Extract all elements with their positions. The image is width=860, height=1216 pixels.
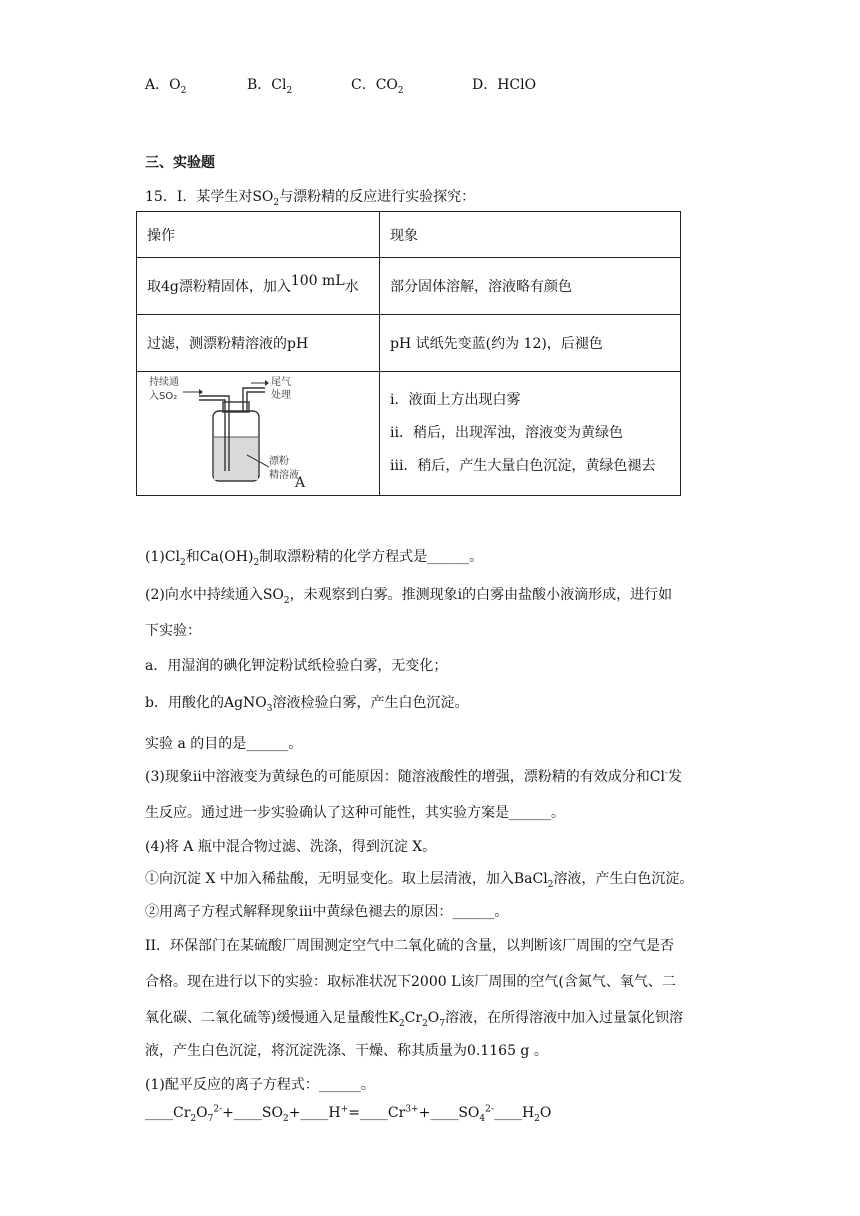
- experiment-a-purpose: 实验 a 的目的是______。: [145, 736, 303, 752]
- option-b: B．$Cl_2$: [247, 77, 293, 96]
- phenomenon-iii: iii．稍后，产生大量白色沉淀，黄绿色褪去: [390, 458, 656, 474]
- blank-4: ____: [359, 1105, 388, 1121]
- experiment-b: b．用酸化的AgNO$_3$溶液检验白雾，产生白色沉淀。: [145, 695, 469, 714]
- part-2-line-1: II．环保部门在某硫酸厂周围测定空气中二氧化硫的含量，以判断该厂周围的空气是否: [145, 938, 675, 954]
- table-row: [137, 372, 681, 496]
- question-15-intro: 15．I．某学生对$SO_2$与漂粉精的反应进行实验探究：: [145, 189, 476, 208]
- subquestion-4: (4)将 A 瓶中混合物过滤、洗涤，得到沉淀 X。: [145, 839, 437, 855]
- phenomenon-i: i．液面上方出现白雾: [390, 392, 521, 408]
- header-phenomenon: 现象: [380, 212, 681, 258]
- apparatus-cell: [137, 372, 380, 496]
- subquestion-2: (2)向水中持续通入$SO_2$，未观察到白雾。推测现象i的白雾由盐酸小液滴形成，进行如: [145, 587, 673, 606]
- subquestion-4-2: ②用离子方程式解释现象iii中黄绿色褪去的原因：______。: [145, 904, 509, 920]
- table-row: [137, 258, 681, 315]
- option-a: A．$O_2$: [145, 77, 187, 96]
- part-2-line-3: 氧化碳、二氧化硫等)缓慢通入足量酸性$K_2Cr_2O_7$溶液，在所得溶液中加入过量氯化钡溶: [145, 1010, 684, 1029]
- option-c: C．$CO_2$: [351, 77, 404, 96]
- subquestion-1: $(1)Cl_2$和$Ca(OH)_2$制取漂粉精的化学方程式是______。: [145, 549, 484, 568]
- solution-label-2: 精溶液: [269, 469, 299, 481]
- blank-6: ____: [493, 1105, 522, 1121]
- answer-options: [145, 74, 745, 94]
- solution-label-1: 漂粉: [269, 455, 289, 467]
- option-d: D．HClO: [472, 77, 537, 93]
- row2-phenomenon: pH 试纸先变蓝(约为 12)，后褪色: [380, 315, 681, 372]
- blank-3: ____: [300, 1105, 329, 1121]
- blank-1: ____: [145, 1105, 173, 1121]
- table-header-row: [137, 212, 681, 258]
- part-2-question-1: (1)配平反应的离子方程式：______。: [145, 1077, 375, 1093]
- gas-washing-bottle-diagram: [147, 375, 307, 493]
- outlet-label-1: 尾气: [271, 376, 291, 388]
- outlet-label-2: 处理: [271, 389, 291, 401]
- row1-phenomenon: 部分固体溶解，溶液略有颜色: [380, 258, 681, 315]
- subquestion-3: (3)现象ii中溶液变为黄绿色的可能原因：随溶液酸性的增强，漂粉精的有效成分和Cl-发: [145, 768, 683, 785]
- part-2-line-4: 液，产生白色沉淀，将沉淀洗涤、干燥、称其质量为0.1165 g 。: [145, 1043, 548, 1059]
- section-heading: 三、实验题: [145, 155, 215, 171]
- row1-operation: 取4g漂粉精固体，加入100 mL水: [137, 258, 380, 315]
- row3-phenomenon: [380, 372, 681, 496]
- bottle-label: A: [295, 474, 306, 491]
- table-row: [137, 315, 681, 372]
- subquestion-3-cont: 生反应。通过进一步实验确认了这种可能性，其实验方案是______。: [145, 805, 565, 821]
- inlet-label-1: 持续通: [149, 376, 179, 388]
- experiment-table: [136, 211, 681, 496]
- apparatus-diagram: [147, 375, 307, 493]
- inlet-label-2: 入SO₂: [149, 390, 178, 402]
- subquestion-2-cont: 下实验：: [145, 623, 201, 639]
- blank-2: ____: [233, 1105, 262, 1121]
- experiment-a: a．用湿润的碘化钾淀粉试纸检验白雾，无变化；: [145, 658, 448, 674]
- subquestion-4-1: ①向沉淀 X 中加入稀盐酸，无明显变化。取上层清液，加入BaCl$_2$溶液，产生白色沉淀。: [145, 871, 694, 890]
- blank-5: ____: [430, 1105, 459, 1121]
- phenomenon-ii: ii．稍后，出现浑浊，溶液变为黄绿色: [390, 425, 623, 441]
- ion-equation: $\_\_\_\_Cr_2O_7^{2-}+\_\_\_\_SO_2+\_\_\_\_H^+=\_\_\_\_Cr^{3+}+\_\_\_\_SO_4^{2-}\_\_\_\_H_2O$: [145, 1104, 552, 1124]
- row2-operation: 过滤，测漂粉精溶液的pH: [137, 315, 380, 372]
- header-operation: 操作: [137, 212, 380, 258]
- part-2-line-2: 合格。现在进行以下的实验：取标准状况下2000 L该厂周围的空气(含氮气、氧气、二: [145, 974, 676, 990]
